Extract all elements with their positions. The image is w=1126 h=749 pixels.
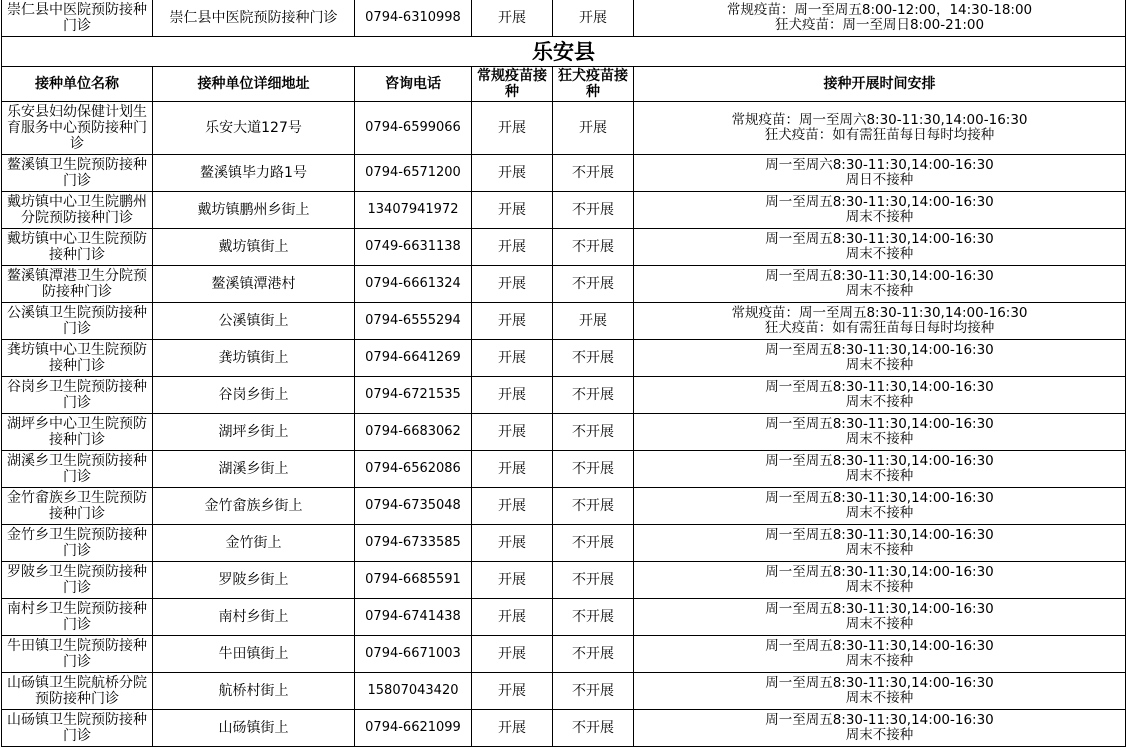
- rabies-flag: 不开展: [553, 636, 634, 673]
- rabies-flag: 不开展: [553, 673, 634, 710]
- phone: 0794-6571200: [355, 155, 472, 192]
- schedule: [634, 562, 1126, 599]
- rabies-flag: 不开展: [553, 562, 634, 599]
- table-row: [2, 636, 1126, 673]
- table-row: [2, 229, 1126, 266]
- schedule-line: 周一至周五8:30-11:30,14:00-16:30: [765, 490, 994, 506]
- rabies-flag: 不开展: [553, 340, 634, 377]
- schedule: [634, 599, 1126, 636]
- phone: 0794-6599066: [355, 102, 472, 155]
- table-row: [2, 710, 1126, 747]
- unit-address: 金竹畲族乡街上: [153, 488, 355, 525]
- unit-name: 南村乡卫生院预防接种门诊: [2, 599, 153, 636]
- unit-address: 龚坊镇街上: [153, 340, 355, 377]
- phone: 0794-6683062: [355, 414, 472, 451]
- unit-name: 金竹乡卫生院预防接种门诊: [2, 525, 153, 562]
- table-row: [2, 102, 1126, 155]
- schedule: [634, 673, 1126, 710]
- header-routine: 常规疫苗接种: [472, 67, 553, 102]
- rabies-flag: 不开展: [553, 710, 634, 747]
- schedule: [634, 266, 1126, 303]
- header-address: 接种单位详细地址: [153, 67, 355, 102]
- schedule: [634, 525, 1126, 562]
- phone: 0794-6562086: [355, 451, 472, 488]
- schedule-line: 周一至周六8:30-11:30,14:00-16:30: [765, 157, 994, 173]
- schedule: [634, 377, 1126, 414]
- schedule: [634, 710, 1126, 747]
- table-row: [2, 451, 1126, 488]
- unit-name: 鳌溪镇潭港卫生分院预防接种门诊: [2, 266, 153, 303]
- unit-name: 山砀镇卫生院预防接种门诊: [2, 710, 153, 747]
- unit-name: 戴坊镇中心卫生院预防接种门诊: [2, 229, 153, 266]
- schedule-line: 周一至周五8:30-11:30,14:00-16:30: [765, 712, 994, 728]
- rabies-flag: 不开展: [553, 266, 634, 303]
- schedule-line: 周一至周五8:30-11:30,14:00-16:30: [765, 231, 994, 247]
- schedule-line: 周末不接种: [845, 653, 914, 669]
- prev-table-row: [2, 0, 1126, 37]
- routine-flag: 开展: [472, 155, 553, 192]
- table-row: [2, 303, 1126, 340]
- table-row: [2, 414, 1126, 451]
- table-row: [2, 377, 1126, 414]
- schedule-line: 周末不接种: [845, 431, 914, 447]
- unit-address: 山砀镇街上: [153, 710, 355, 747]
- unit-name: 牛田镇卫生院预防接种门诊: [2, 636, 153, 673]
- schedule-line: 周末不接种: [845, 209, 914, 225]
- unit-address: 公溪镇街上: [153, 303, 355, 340]
- routine-flag: 开展: [472, 229, 553, 266]
- phone: 0794-6671003: [355, 636, 472, 673]
- unit-address: 湖溪乡街上: [153, 451, 355, 488]
- phone: 0794-6661324: [355, 266, 472, 303]
- schedule: [634, 303, 1126, 340]
- unit-name: 罗陂乡卫生院预防接种门诊: [2, 562, 153, 599]
- header-schedule: 接种开展时间安排: [634, 67, 1126, 102]
- unit-name: 公溪镇卫生院预防接种门诊: [2, 303, 153, 340]
- phone: 0794-6621099: [355, 710, 472, 747]
- routine-flag: 开展: [472, 562, 553, 599]
- schedule-line: 周末不接种: [845, 246, 914, 262]
- schedule-line: 狂犬疫苗：如有需狂苗每日每时均接种: [764, 320, 995, 336]
- table-row: [2, 155, 1126, 192]
- rabies-flag: 不开展: [553, 229, 634, 266]
- schedule-line: 周一至周五8:30-11:30,14:00-16:30: [765, 601, 994, 617]
- phone: 13407941972: [355, 192, 472, 229]
- schedule: [634, 229, 1126, 266]
- table-row: [2, 192, 1126, 229]
- unit-address: 鳌溪镇毕力路1号: [153, 155, 355, 192]
- schedule-line: 常规疫苗：周一至周五8:30-11:30,14:00-16:30: [731, 305, 1028, 321]
- phone: 0794-6741438: [355, 599, 472, 636]
- schedule-line: 周日不接种: [845, 172, 914, 188]
- rabies-flag: 不开展: [553, 599, 634, 636]
- rabies-flag: 不开展: [553, 192, 634, 229]
- unit-address: 崇仁县中医院预防接种门诊: [153, 0, 355, 37]
- rabies-flag: 开展: [553, 0, 634, 37]
- routine-flag: 开展: [472, 451, 553, 488]
- rabies-flag: 不开展: [553, 488, 634, 525]
- phone: 0794-6685591: [355, 562, 472, 599]
- schedule-line: 周末不接种: [845, 505, 914, 521]
- table-row: [2, 562, 1126, 599]
- unit-name: 山砀镇卫生院航桥分院预防接种门诊: [2, 673, 153, 710]
- schedule-line: 周末不接种: [845, 616, 914, 632]
- schedule: [634, 636, 1126, 673]
- routine-flag: 开展: [472, 710, 553, 747]
- table-row: [2, 266, 1126, 303]
- unit-name: 谷岗乡卫生院预防接种门诊: [2, 377, 153, 414]
- schedule: [634, 488, 1126, 525]
- schedule-line: 周一至周五8:30-11:30,14:00-16:30: [765, 527, 994, 543]
- schedule: [634, 414, 1126, 451]
- unit-address: 航桥村街上: [153, 673, 355, 710]
- phone: 0794-6641269: [355, 340, 472, 377]
- schedule-line: 狂犬疫苗：如有需狂苗每日每时均接种: [764, 127, 995, 143]
- unit-name: 鳌溪镇卫生院预防接种门诊: [2, 155, 153, 192]
- schedule-line: 周末不接种: [845, 468, 914, 484]
- unit-name: 湖溪乡卫生院预防接种门诊: [2, 451, 153, 488]
- vaccination-table: [1, 0, 1126, 747]
- phone: 0794-6735048: [355, 488, 472, 525]
- schedule-line: 周末不接种: [845, 394, 914, 410]
- unit-address: 鳌溪镇潭港村: [153, 266, 355, 303]
- schedule-line: 周一至周五8:30-11:30,14:00-16:30: [765, 379, 994, 395]
- header-row: [2, 67, 1126, 102]
- unit-address: 谷岗乡街上: [153, 377, 355, 414]
- unit-address: 戴坊镇街上: [153, 229, 355, 266]
- table-row: [2, 525, 1126, 562]
- unit-name: 金竹畲族乡卫生院预防接种门诊: [2, 488, 153, 525]
- schedule-line: 周末不接种: [845, 690, 914, 706]
- unit-address: 戴坊镇鹏州乡街上: [153, 192, 355, 229]
- unit-address: 牛田镇街上: [153, 636, 355, 673]
- routine-flag: 开展: [472, 488, 553, 525]
- schedule-line: 周一至周五8:30-11:30,14:00-16:30: [765, 564, 994, 580]
- routine-flag: 开展: [472, 636, 553, 673]
- schedule-line: 狂犬疫苗：周一至周日8:00-21:00: [774, 17, 985, 33]
- unit-address: 金竹街上: [153, 525, 355, 562]
- schedule-line: 周末不接种: [845, 357, 914, 373]
- schedule-line: 周一至周五8:30-11:30,14:00-16:30: [765, 194, 994, 210]
- schedule: [634, 340, 1126, 377]
- schedule: [634, 192, 1126, 229]
- unit-address: 乐安大道127号: [153, 102, 355, 155]
- schedule-line: 周末不接种: [845, 727, 914, 743]
- phone: 0794-6733585: [355, 525, 472, 562]
- table-row: [2, 340, 1126, 377]
- schedule-line: 周一至周五8:30-11:30,14:00-16:30: [765, 416, 994, 432]
- phone: 0749-6631138: [355, 229, 472, 266]
- schedule: [634, 0, 1126, 37]
- rabies-flag: 不开展: [553, 451, 634, 488]
- header-phone: 咨询电话: [355, 67, 472, 102]
- unit-name: 龚坊镇中心卫生院预防接种门诊: [2, 340, 153, 377]
- routine-flag: 开展: [472, 0, 553, 37]
- header-rabies: 狂犬疫苗接种: [553, 67, 634, 102]
- schedule-line: 周末不接种: [845, 283, 914, 299]
- phone: 0794-6310998: [355, 0, 472, 37]
- schedule-line: 常规疫苗：周一至周六8:30-11:30,14:00-16:30: [731, 112, 1028, 128]
- unit-name: 崇仁县中医院预防接种门诊: [2, 0, 153, 37]
- rabies-flag: 不开展: [553, 414, 634, 451]
- routine-flag: 开展: [472, 102, 553, 155]
- routine-flag: 开展: [472, 414, 553, 451]
- header-name: 接种单位名称: [2, 67, 153, 102]
- region-title: 乐安县: [2, 37, 1126, 67]
- schedule-line: 周一至周五8:30-11:30,14:00-16:30: [765, 342, 994, 358]
- unit-address: 湖坪乡街上: [153, 414, 355, 451]
- unit-address: 罗陂乡街上: [153, 562, 355, 599]
- unit-name: 乐安县妇幼保健计划生育服务中心预防接种门诊: [2, 102, 153, 155]
- routine-flag: 开展: [472, 377, 553, 414]
- phone: 0794-6721535: [355, 377, 472, 414]
- rabies-flag: 开展: [553, 102, 634, 155]
- unit-address: 南村乡街上: [153, 599, 355, 636]
- schedule-line: 周末不接种: [845, 542, 914, 558]
- unit-name: 湖坪乡中心卫生院预防接种门诊: [2, 414, 153, 451]
- phone: 15807043420: [355, 673, 472, 710]
- routine-flag: 开展: [472, 192, 553, 229]
- schedule-line: 周一至周五8:30-11:30,14:00-16:30: [765, 268, 994, 284]
- schedule: [634, 155, 1126, 192]
- table-row: [2, 599, 1126, 636]
- rabies-flag: 不开展: [553, 377, 634, 414]
- routine-flag: 开展: [472, 303, 553, 340]
- region-row: [2, 37, 1126, 67]
- rabies-flag: 不开展: [553, 155, 634, 192]
- rabies-flag: 开展: [553, 303, 634, 340]
- phone: 0794-6555294: [355, 303, 472, 340]
- table-row: [2, 673, 1126, 710]
- routine-flag: 开展: [472, 340, 553, 377]
- routine-flag: 开展: [472, 266, 553, 303]
- schedule-line: 周末不接种: [845, 579, 914, 595]
- unit-name: 戴坊镇中心卫生院鹏州分院预防接种门诊: [2, 192, 153, 229]
- routine-flag: 开展: [472, 599, 553, 636]
- schedule-line: 常规疫苗：周一至周五8:00-12:00，14:30-18:00: [726, 2, 1033, 18]
- schedule: [634, 102, 1126, 155]
- schedule-line: 周一至周五8:30-11:30,14:00-16:30: [765, 638, 994, 654]
- table-row: [2, 488, 1126, 525]
- schedule-line: 周一至周五8:30-11:30,14:00-16:30: [765, 675, 994, 691]
- rabies-flag: 不开展: [553, 525, 634, 562]
- schedule-line: 周一至周五8:30-11:30,14:00-16:30: [765, 453, 994, 469]
- routine-flag: 开展: [472, 673, 553, 710]
- routine-flag: 开展: [472, 525, 553, 562]
- schedule: [634, 451, 1126, 488]
